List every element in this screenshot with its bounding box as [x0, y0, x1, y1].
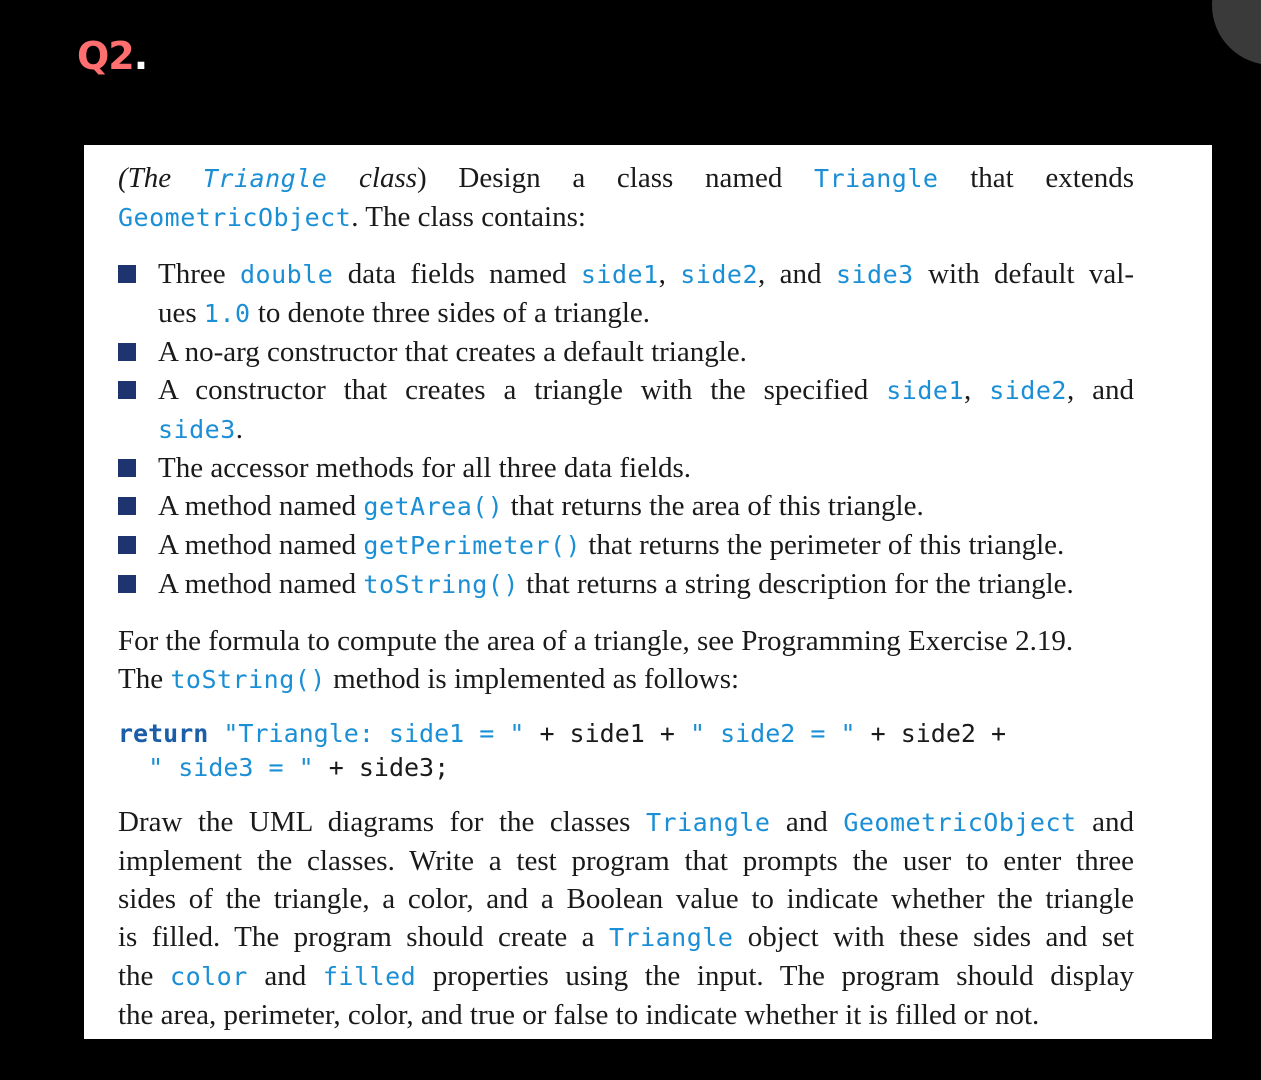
formula-paragraph: [118, 622, 1134, 699]
list-item-line: Three double data fields named side1, side2, and side3 with default val-: [158, 258, 1135, 290]
class-name-code: Triangle: [202, 164, 328, 193]
final-line: the color and filled properties using the input. The program should display: [118, 960, 1134, 992]
list-item: [118, 333, 1134, 371]
code-block: return "Triangle: side1 = " + side1 + " side2 = " + side2 + " side3 = " + side3;: [118, 719, 1007, 782]
get-area-code: getArea(): [363, 492, 504, 521]
question-number: Q2: [77, 34, 134, 78]
excerpt-content: [118, 159, 1134, 1034]
geometric-object-code: GeometricObject: [118, 203, 352, 232]
question-label: [77, 34, 147, 78]
bullet-square-icon: [118, 497, 136, 515]
bullet-square-icon: [118, 536, 136, 554]
list-item: [118, 449, 1134, 487]
list-item-line: A constructor that creates a triangle with the specified side1, side2, and: [158, 374, 1135, 406]
list-item: [118, 255, 1134, 333]
final-line: is filled. The program should create a Triangle object with these sides and set: [118, 921, 1135, 953]
to-string-code: toString(): [363, 570, 519, 599]
intro-text: that extends: [938, 162, 1134, 194]
textbook-excerpt: [84, 145, 1212, 1039]
list-item-text: The accessor methods for all three data fields.: [158, 452, 692, 484]
final-line: sides of the triangle, a color, and a Boolean value to indicate whether the triangle: [118, 883, 1134, 915]
bullet-square-icon: [118, 459, 136, 477]
intro-text: (The: [118, 162, 203, 194]
formula-line: The toString() method is implemented as follows:: [118, 663, 740, 695]
bullet-square-icon: [118, 265, 136, 283]
intro-text: . The class contains:: [351, 201, 586, 233]
get-perimeter-code: getPerimeter(): [363, 531, 582, 560]
list-item-line: ues 1.0 to denote three sides of a triangle.: [158, 297, 650, 329]
bullet-square-icon: [118, 343, 136, 361]
list-item-text: A no-arg constructor that creates a default triangle.: [158, 336, 747, 368]
list-item: A method named toString() that returns a string description for the triangle.: [118, 565, 1134, 604]
intro-text: class: [327, 162, 418, 194]
list-item: [118, 371, 1134, 449]
corner-button[interactable]: [1212, 0, 1261, 65]
code-keyword: return: [118, 719, 209, 748]
question-dot: .: [133, 34, 148, 78]
final-line: Draw the UML diagrams for the classes Triangle and GeometricObject and: [118, 806, 1134, 838]
formula-line: For the formula to compute the area of a triangle, see Programming Exercise 2.19.: [118, 625, 1074, 657]
bullet-square-icon: [118, 575, 136, 593]
intro-line-1: [118, 159, 1134, 198]
requirements-list: [118, 255, 1134, 604]
final-paragraph: [118, 803, 1134, 1034]
list-item: A method named getPerimeter() that returns the perimeter of this triangle.: [118, 526, 1134, 565]
final-line: implement the classes. Write a test program that prompts the user to enter three: [118, 845, 1134, 877]
intro-line-2: [118, 198, 1134, 237]
list-item: A method named getArea() that returns the area of this triangle.: [118, 487, 1134, 526]
final-line: the area, perimeter, color, and true or false to indicate whether it is filled or not.: [118, 999, 1040, 1031]
list-item-line: side3.: [158, 413, 244, 445]
triangle-code: Triangle: [814, 164, 939, 193]
bullet-square-icon: [118, 381, 136, 399]
intro-text: ) Design a class named: [417, 162, 815, 194]
